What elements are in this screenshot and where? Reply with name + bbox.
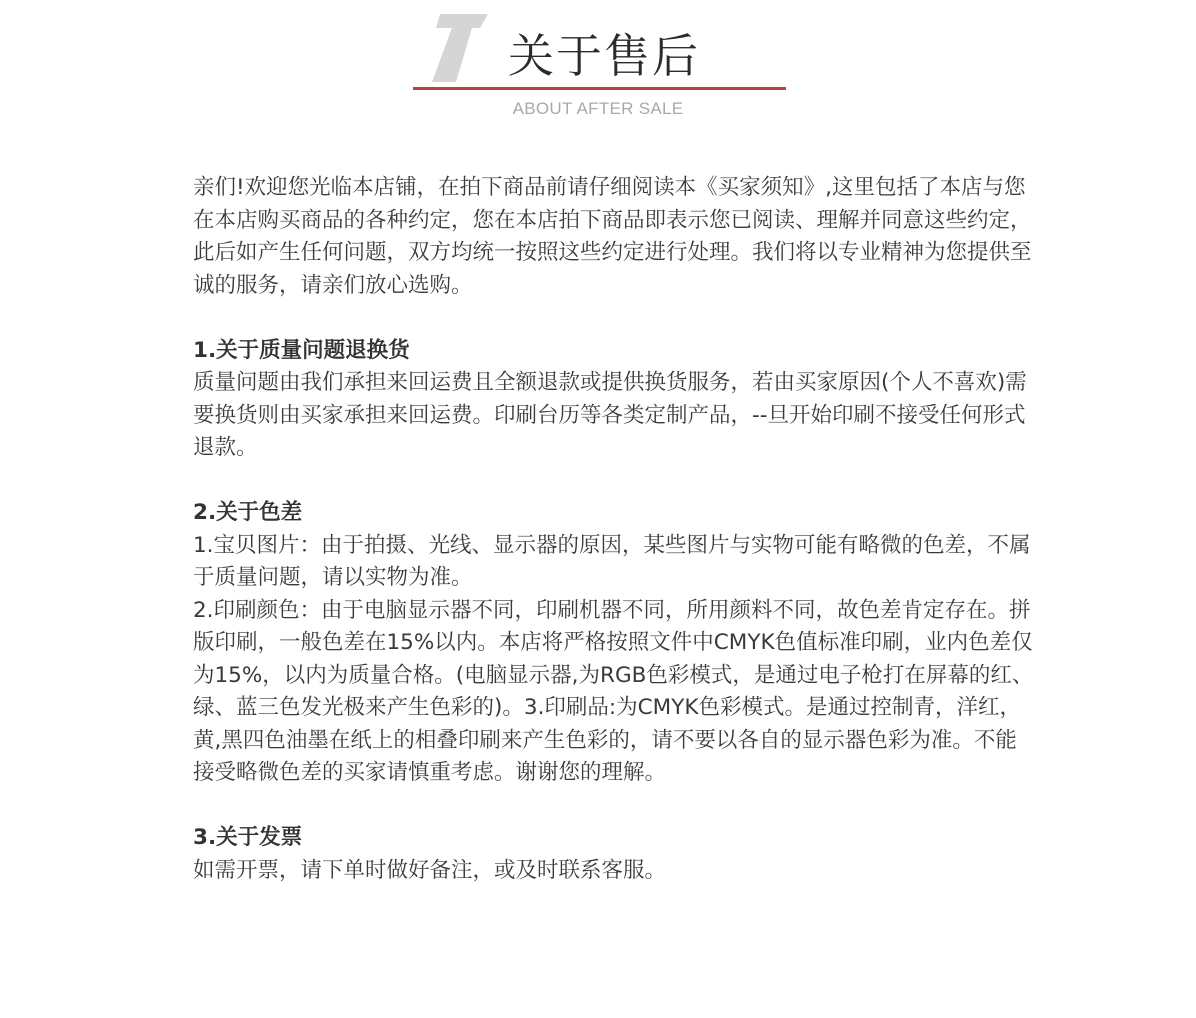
section-paragraph: 如需开票，请下单时做好备注，或及时联系客服。 [193,857,667,883]
seven-numeral-icon [430,14,490,82]
page-subtitle: ABOUT AFTER SALE [512,99,684,118]
section-paragraph: 1.宝贝图片：由于拍摄、光线、显示器的原因，某些图片与实物可能有略微的色差，不属于质量问题，请以实物为准。 [193,532,1031,590]
title-underline [413,87,786,90]
page-header [0,0,1196,130]
intro-paragraph: 亲们!欢迎您光临本店铺，在拍下商品前请仔细阅读本《买家须知》,这里包括了本店与您在本店购买商品的各种约定，您在本店拍下商品即表示您已阅读、理解并同意这些约定，此后如产生任何问题，双方均统一按照这些约定进行处理。我们将以专业精神为您提供至诚的服务，请亲们放心选购。 [193,175,1032,298]
section-paragraph: 质量问题由我们承担来回运费且全额退款或提供换货服务，若由买家原因(个人不喜欢)需要换货则由买家承担来回运费。印刷台历等各类定制产品，--旦开始印刷不接受任何形式退款。 [193,370,1027,460]
page-title: 关于售后 [508,29,700,83]
spacer [193,465,1035,498]
section-title-invoice: 3.关于发票 [193,825,303,850]
spacer [193,302,1035,335]
section-title-color-difference: 2.关于色差 [193,500,303,525]
section-title-returns: 1.关于质量问题退换货 [193,337,410,363]
section-paragraph: 2.印刷颜色：由于电脑显示器不同，印刷机器不同，所用颜料不同，故色差肯定存在。拼版印刷，一般色差在15%以内。本店将严格按照文件中CMYK色值标准印刷，业内色差仅为15%，以内为质量合格。(电脑显示器,为RGB色彩模式，是通过电子枪打在屏幕的红、绿、蓝三色发光极来产生色彩的)。3.印刷品:为CMYK色彩模式。是通过控制青，洋红，黄,黑四色油墨在纸上的相叠印刷来产生色彩的，请不要以各自的显示器色彩为准。不能接受略微色差的买家请慎重考虑。谢谢您的理解。 [193,597,1034,785]
spacer [193,790,1035,823]
notice-content [193,172,1035,887]
